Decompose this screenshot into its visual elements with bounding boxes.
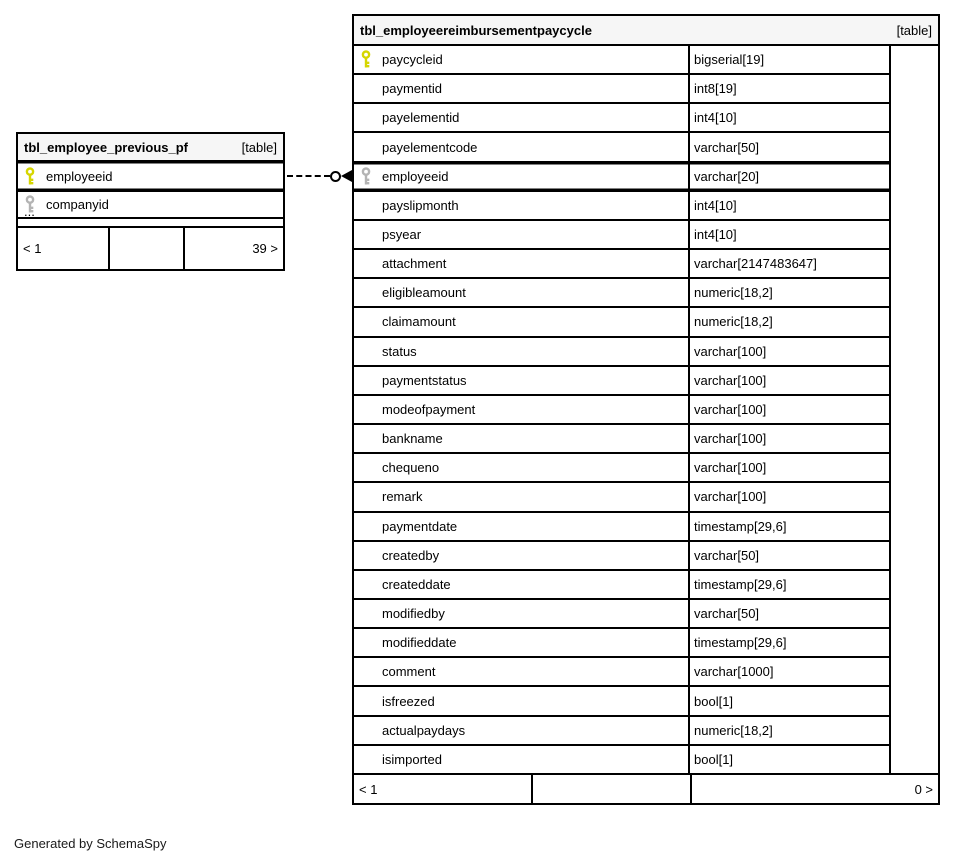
generated-by-note: Generated by SchemaSpy [14, 836, 167, 851]
column-row-isfreezed [354, 687, 889, 716]
column-type-label: varchar[100] [694, 489, 767, 505]
column-name-label: payelementid [382, 110, 460, 126]
column-row-comment [354, 658, 889, 687]
column-name-label: comment [382, 664, 436, 680]
column-type-label: varchar[100] [694, 401, 767, 417]
main-table-body [354, 46, 938, 773]
column-name-label: companyid [46, 197, 109, 212]
column-name-label: eligibleamount [382, 285, 466, 301]
column-row-eligibleamount [354, 279, 889, 308]
main-table-badge: [table] [896, 22, 932, 38]
column-type-label: int8[19] [694, 81, 737, 97]
column-name-label: paymentdate [382, 518, 458, 534]
column-name-label: paymentid [382, 81, 442, 97]
column-name-cell [354, 513, 690, 540]
column-type-label: int4[10] [694, 227, 737, 243]
column-row-modifiedby [354, 600, 889, 629]
main-table-pagination [354, 773, 938, 803]
relationship-dashed-line [287, 175, 330, 177]
column-name-label: isimported [382, 751, 442, 767]
column-type-label: varchar[50] [694, 547, 760, 563]
column-row-createddate [354, 571, 889, 600]
column-name-cell [354, 542, 690, 569]
column-type-label: bool[1] [694, 751, 734, 767]
column-row-payelementcode [354, 133, 889, 162]
column-type-label: timestamp[29,6] [694, 518, 787, 534]
column-type-label: varchar[100] [694, 431, 767, 447]
main-table-header[interactable] [354, 16, 938, 46]
column-row-claimamount [354, 308, 889, 337]
column-name-cell [354, 250, 690, 277]
column-name-cell [354, 308, 690, 335]
column-name-label: bankname [382, 431, 443, 447]
column-type-label: timestamp[29,6] [694, 635, 787, 651]
column-row-paymentstatus [354, 367, 889, 396]
left-pagination-middle-cell [108, 228, 185, 270]
column-name-label: remark [382, 489, 423, 505]
column-name-label: attachment [382, 256, 447, 272]
column-name-label: actualpaydays [382, 722, 466, 738]
column-type-label: varchar[100] [694, 372, 767, 388]
column-type-label: bool[1] [694, 693, 734, 709]
relationship-circle-endpoint [330, 171, 341, 182]
column-name-label: paymentstatus [382, 372, 467, 388]
left-table-title[interactable]: tbl_employee_previous_pf [24, 139, 188, 155]
column-type-label: varchar[2147483647] [694, 256, 817, 272]
left-table-ellipsis-row: ... [18, 204, 283, 228]
column-name-label: createdby [382, 547, 440, 563]
column-row-psyear [354, 221, 889, 250]
column-name-cell [354, 221, 690, 248]
column-name-cell [354, 658, 690, 685]
column-type-label: numeric[18,2] [694, 285, 773, 301]
column-type-label: varchar[100] [694, 343, 767, 359]
column-name-cell [18, 162, 283, 190]
column-name-cell [354, 192, 690, 219]
main-table-title[interactable]: tbl_employeereimbursementpaycycle [360, 22, 592, 38]
column-name-cell [354, 425, 690, 452]
column-type-label: varchar[50] [694, 606, 760, 622]
column-name-cell [354, 104, 690, 131]
column-type-label: timestamp[29,6] [694, 576, 787, 592]
main-table-columns [354, 46, 889, 773]
column-name-cell [354, 338, 690, 365]
column-name-label: paycycleid [382, 52, 443, 68]
column-type-label: numeric[18,2] [694, 722, 773, 738]
column-type-label: varchar[50] [694, 139, 760, 155]
fk-key-icon [360, 167, 382, 186]
table-entity-left [16, 132, 285, 271]
column-type-label: numeric[18,2] [694, 314, 773, 330]
column-name-cell [354, 454, 690, 481]
column-name-label: isfreezed [382, 693, 435, 709]
column-row-employeeid [354, 163, 889, 192]
column-name-label: employeeid [46, 168, 113, 184]
table-entity-main [352, 14, 940, 805]
column-row-paycycleid [354, 46, 889, 75]
column-name-cell [354, 46, 690, 73]
column-name-label: modeofpayment [382, 401, 476, 417]
left-table-header[interactable] [18, 134, 283, 162]
left-children-count: 39 > [252, 240, 278, 256]
left-table-columns [18, 162, 283, 212]
column-name-cell [354, 163, 690, 190]
main-parents-count: < 1 [359, 781, 378, 797]
column-name-cell [354, 571, 690, 598]
column-row-employeeid [18, 162, 283, 192]
column-row-chequeno [354, 454, 889, 483]
left-table-badge: [table] [241, 139, 277, 155]
column-name-cell [354, 396, 690, 423]
column-name-label: employeeid [382, 168, 449, 184]
column-type-label: int4[10] [694, 197, 737, 213]
column-name-cell [354, 483, 690, 510]
column-row-actualpaydays [354, 717, 889, 746]
column-row-status [354, 338, 889, 367]
column-name-label: payelementcode [382, 139, 478, 155]
relationship-arrowhead-icon [341, 170, 352, 182]
left-table-pagination [18, 228, 283, 270]
column-name-cell [354, 133, 690, 160]
column-name-label: modifieddate [382, 635, 457, 651]
column-row-createdby [354, 542, 889, 571]
column-name-label: claimamount [382, 314, 456, 330]
column-row-isimported [354, 746, 889, 773]
column-name-cell [354, 746, 690, 773]
column-name-cell [354, 367, 690, 394]
column-name-cell [354, 279, 690, 306]
column-row-payelementid [354, 104, 889, 133]
column-name-label: modifiedby [382, 606, 445, 622]
column-name-cell [354, 75, 690, 102]
column-row-attachment [354, 250, 889, 279]
pk-key-icon [360, 50, 382, 69]
column-row-remark [354, 483, 889, 512]
column-name-cell [354, 629, 690, 656]
column-type-label: varchar[20] [694, 168, 760, 184]
column-type-label: varchar[100] [694, 460, 767, 476]
column-name-cell [354, 687, 690, 714]
column-type-label: int4[10] [694, 110, 737, 126]
main-children-count: 0 > [914, 781, 933, 797]
column-row-paymentid [354, 75, 889, 104]
column-row-payslipmonth [354, 192, 889, 221]
column-name-label: chequeno [382, 460, 440, 476]
column-name-label: status [382, 343, 417, 359]
column-name-label: psyear [382, 227, 422, 243]
column-name-cell [354, 717, 690, 744]
column-type-label: bigserial[19] [694, 52, 765, 68]
column-row-paymentdate [354, 513, 889, 542]
left-parents-count: < 1 [23, 240, 42, 256]
column-row-modeofpayment [354, 396, 889, 425]
pk-key-icon [24, 167, 46, 186]
column-name-cell [354, 600, 690, 627]
column-type-label: varchar[1000] [694, 664, 774, 680]
main-pagination-middle-cell [531, 775, 692, 803]
column-row-bankname [354, 425, 889, 454]
main-table-spacer-column [889, 46, 938, 773]
column-row-modifieddate [354, 629, 889, 658]
column-name-label: payslipmonth [382, 197, 459, 213]
column-name-label: createddate [382, 576, 451, 592]
